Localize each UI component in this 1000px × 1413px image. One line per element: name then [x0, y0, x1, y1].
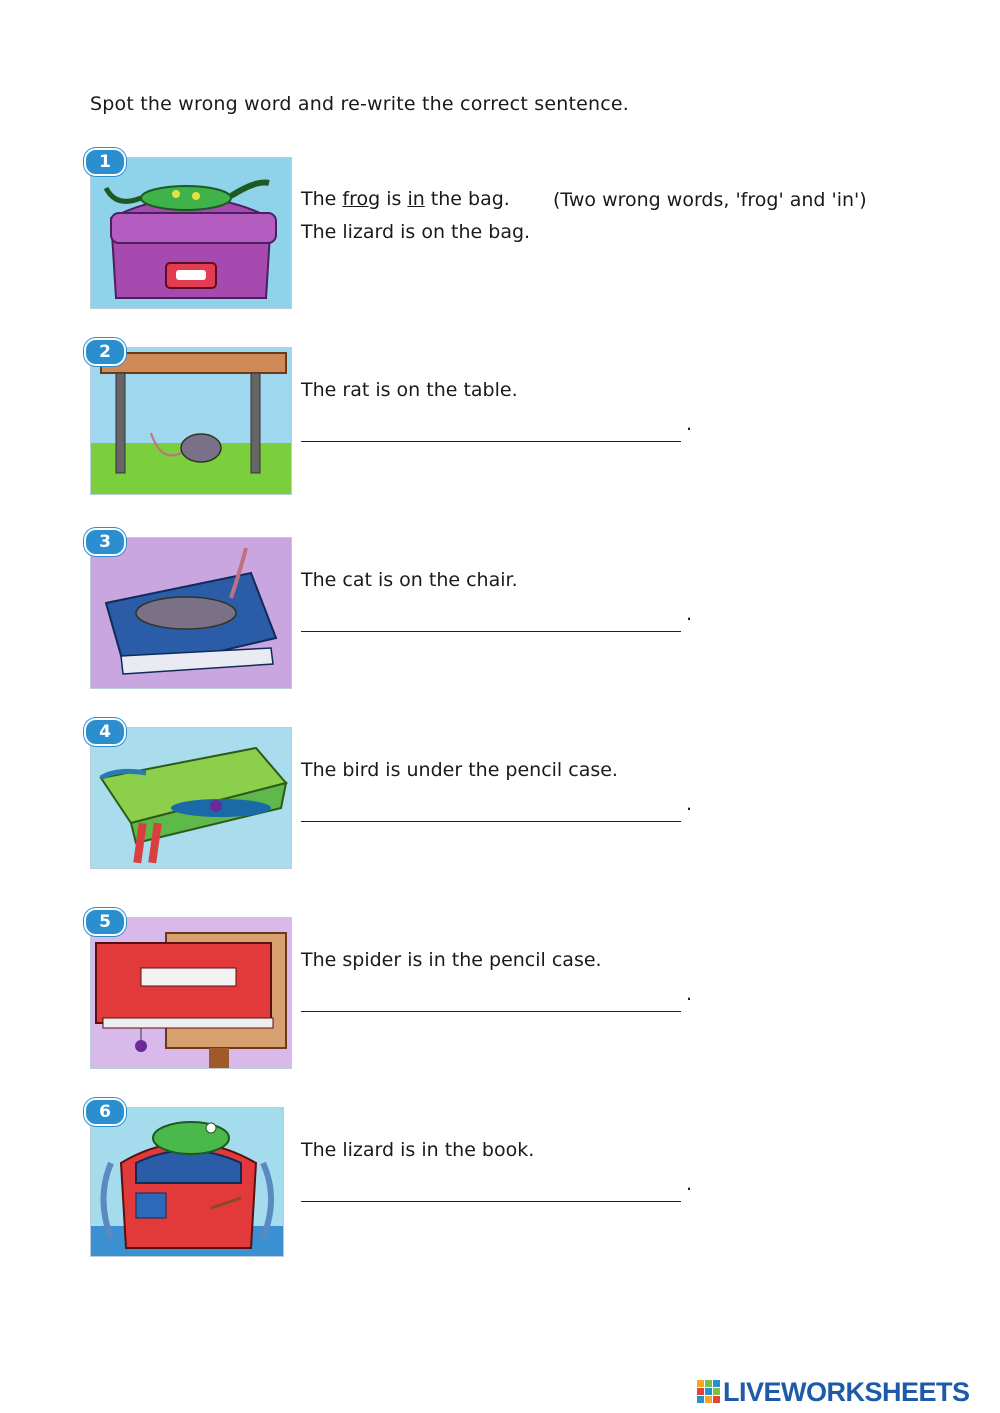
answer-input[interactable] [301, 989, 681, 1012]
answer-input[interactable] [301, 609, 681, 632]
item-number-badge: 2 [84, 338, 126, 366]
lizard-on-bag-illustration [91, 158, 291, 308]
picture-lizard-on-bag [90, 157, 292, 309]
wrong-word: frog [342, 188, 381, 210]
liveworksheets-logo [697, 1376, 970, 1408]
picture-rat-on-book [90, 537, 292, 689]
wrong-sentence: The rat is on the table. [301, 379, 518, 401]
wrong-sentence: The cat is on the chair. [301, 569, 518, 591]
example-correction: The lizard is on the bag. [301, 221, 531, 243]
wrong-word: in [407, 188, 425, 210]
line-end-dot: . [686, 413, 693, 435]
example-sentence: The frog is in the bag. [301, 188, 510, 210]
logo-grid-icon [697, 1380, 721, 1404]
picture-rat-under-table [90, 347, 292, 495]
answer-input[interactable] [301, 419, 681, 442]
line-end-dot: . [686, 793, 693, 815]
picture-frog-on-backpack [90, 1107, 284, 1257]
wrong-sentence: The spider is in the pencil case. [301, 949, 602, 971]
answer-input[interactable] [301, 1179, 681, 1202]
item-number-badge: 1 [84, 148, 126, 176]
item-number-badge: 3 [84, 528, 126, 556]
item-number-badge: 5 [84, 908, 126, 936]
line-end-dot: . [686, 983, 693, 1005]
picture-spider-under-book [90, 917, 292, 1069]
line-end-dot: . [686, 1173, 693, 1195]
instruction: Spot the wrong word and re-write the correct sentence. [90, 93, 630, 115]
example-note: (Two wrong words, 'frog' and 'in') [553, 189, 867, 211]
wrong-sentence: The lizard is in the book. [301, 1139, 535, 1161]
item-number-badge: 4 [84, 718, 126, 746]
wrong-sentence: The bird is under the pencil case. [301, 759, 618, 781]
logo-text: LIVEWORKSHEETS [723, 1376, 970, 1407]
answer-input[interactable] [301, 799, 681, 822]
picture-spider-in-pencil-case [90, 727, 292, 869]
line-end-dot: . [686, 603, 693, 625]
item-number-badge: 6 [84, 1098, 126, 1126]
